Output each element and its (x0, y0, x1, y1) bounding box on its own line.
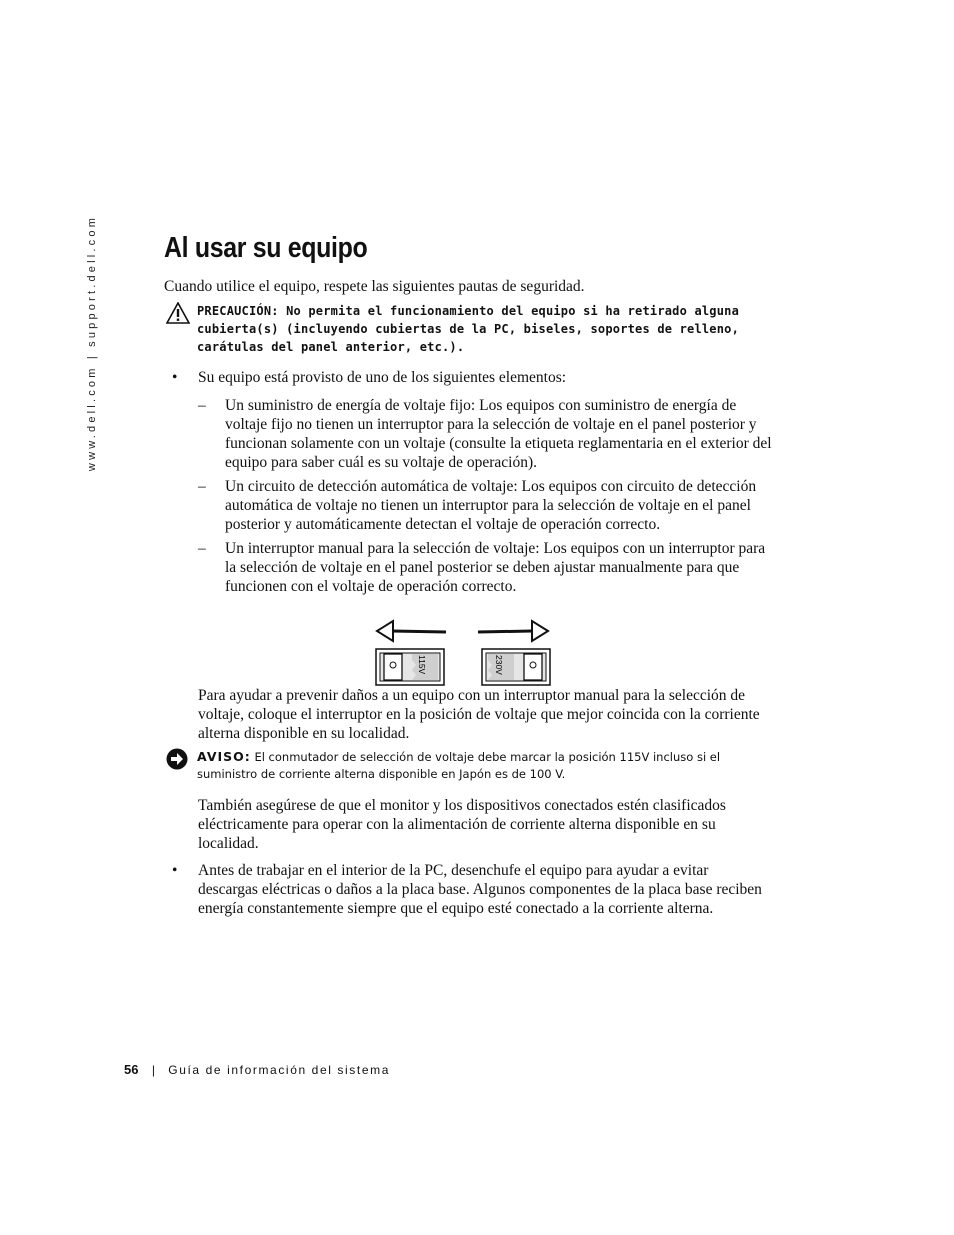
bullet-text: Antes de trabajar en el interior de la PC, desenchufe el equipo para ayudar a evitar descargas eléctricas o daños a la placa base. Algunos componentes de la placa base reciben energía constantemente siempre que el equipo esté conectado a la corriente alterna. (198, 862, 762, 917)
subitem-text: Un interruptor manual para la selección de voltaje: Los equipos con un interruptor para la selección de voltaje en el panel posterior se deben ajustar manualmente para que funcionen con el voltaje de operación correcto. (225, 540, 766, 595)
footer-separator: | (151, 1063, 155, 1077)
bullet-text: Su equipo está provisto de uno de los siguientes elementos: (198, 369, 567, 386)
list-item: – Un interruptor manual para la selección de voltaje: Los equipos con un interruptor para la selección de voltaje en el panel posterior se deben ajustar manualmente para que funcionen con el voltaje de operación correcto. (198, 539, 772, 596)
subitem-text: Un suministro de energía de voltaje fijo: Los equipos con suministro de energía de voltaje fijo no tienen un interruptor para la selección de voltaje en el panel posterior y funcionan solamente con un voltaje (consulte la etiqueta reglamentaria en el exterior del equipo para saber cuál es su voltaje de operación). (225, 397, 772, 471)
arrow-right-icon (478, 621, 548, 641)
monitor-paragraph: También asegúrese de que el monitor y los dispositivos conectados estén clasificados eléctricamente para operar con la alimentación de corriente alterna disponible en su localidad. (198, 797, 726, 852)
voltage-paragraph: Para ayudar a prevenir daños a un equipo con un interruptor manual para la selección de voltaje, coloque el interruptor en la posición de voltaje que mejor coincida con la corriente alterna disponible en su localidad. (198, 687, 760, 742)
page-title: Al usar su equipo (164, 232, 368, 264)
side-url (80, 214, 104, 472)
list-item: • Antes de trabajar en el interior de la PC, desenchufe el equipo para ayudar a evitar descargas eléctricas o daños a la placa base. Algunos componentes de la placa base reciben energía constantemente siempre que el equipo esté conectado a la corriente alterna. (172, 861, 772, 918)
caution-block (164, 302, 774, 356)
list-item: – Un suministro de energía de voltaje fijo: Los equipos con suministro de energía de voltaje fijo no tienen un interruptor para la selección de voltaje en el panel posterior y funcionan solamente con un voltaje (consulte la etiqueta reglamentaria en el exterior del equipo para saber cuál es su voltaje de operación). (198, 397, 772, 471)
intro-text: Cuando utilice el equipo, respete las siguientes pautas de seguridad. (164, 278, 585, 295)
notice-block (166, 748, 776, 783)
notice-label: AVISO: (197, 749, 251, 764)
side-url-text: www.dell.com | support.dell.com (86, 214, 98, 472)
notice-arrow-icon (166, 748, 188, 770)
switch-label-115v: 115V (417, 655, 427, 675)
page-footer (124, 1062, 390, 1077)
warning-triangle-icon (166, 302, 190, 324)
arrow-left-icon (377, 621, 446, 641)
subitem-text: Un circuito de detección automática de voltaje: Los equipos con circuito de detección automática de voltaje no tienen un interruptor para la selección de voltaje en el panel posterior y automáticamente detectan el voltaje de operación correcto. (225, 478, 757, 533)
page-number: 56 (124, 1062, 139, 1077)
switch-label-230v: 230V (494, 655, 504, 675)
switch-115v (376, 649, 444, 685)
list-item: – Un circuito de detección automática de voltaje: Los equipos con circuito de detección automática de voltaje no tienen un interruptor para la selección de voltaje en el panel posterior y automáticamente detectan el voltaje de operación correcto. (198, 477, 772, 534)
voltage-switch-illustration (372, 618, 554, 688)
switch-230v (482, 649, 550, 685)
caution-text: PRECAUCIÓN: No permita el funcionamiento del equipo si ha retirado alguna cubierta(s) (incluyendo cubiertas de la PC, biseles, soportes de relleno, carátulas del panel anterior, etc.). (197, 304, 739, 354)
guide-title: Guía de información del sistema (168, 1063, 390, 1077)
list-item: • Su equipo está provisto de uno de los siguientes elementos: (172, 368, 772, 387)
notice-text: El conmutador de selección de voltaje debe marcar la posición 115V incluso si el suministro de corriente alterna disponible en Japón es de 100 V. (197, 750, 721, 781)
